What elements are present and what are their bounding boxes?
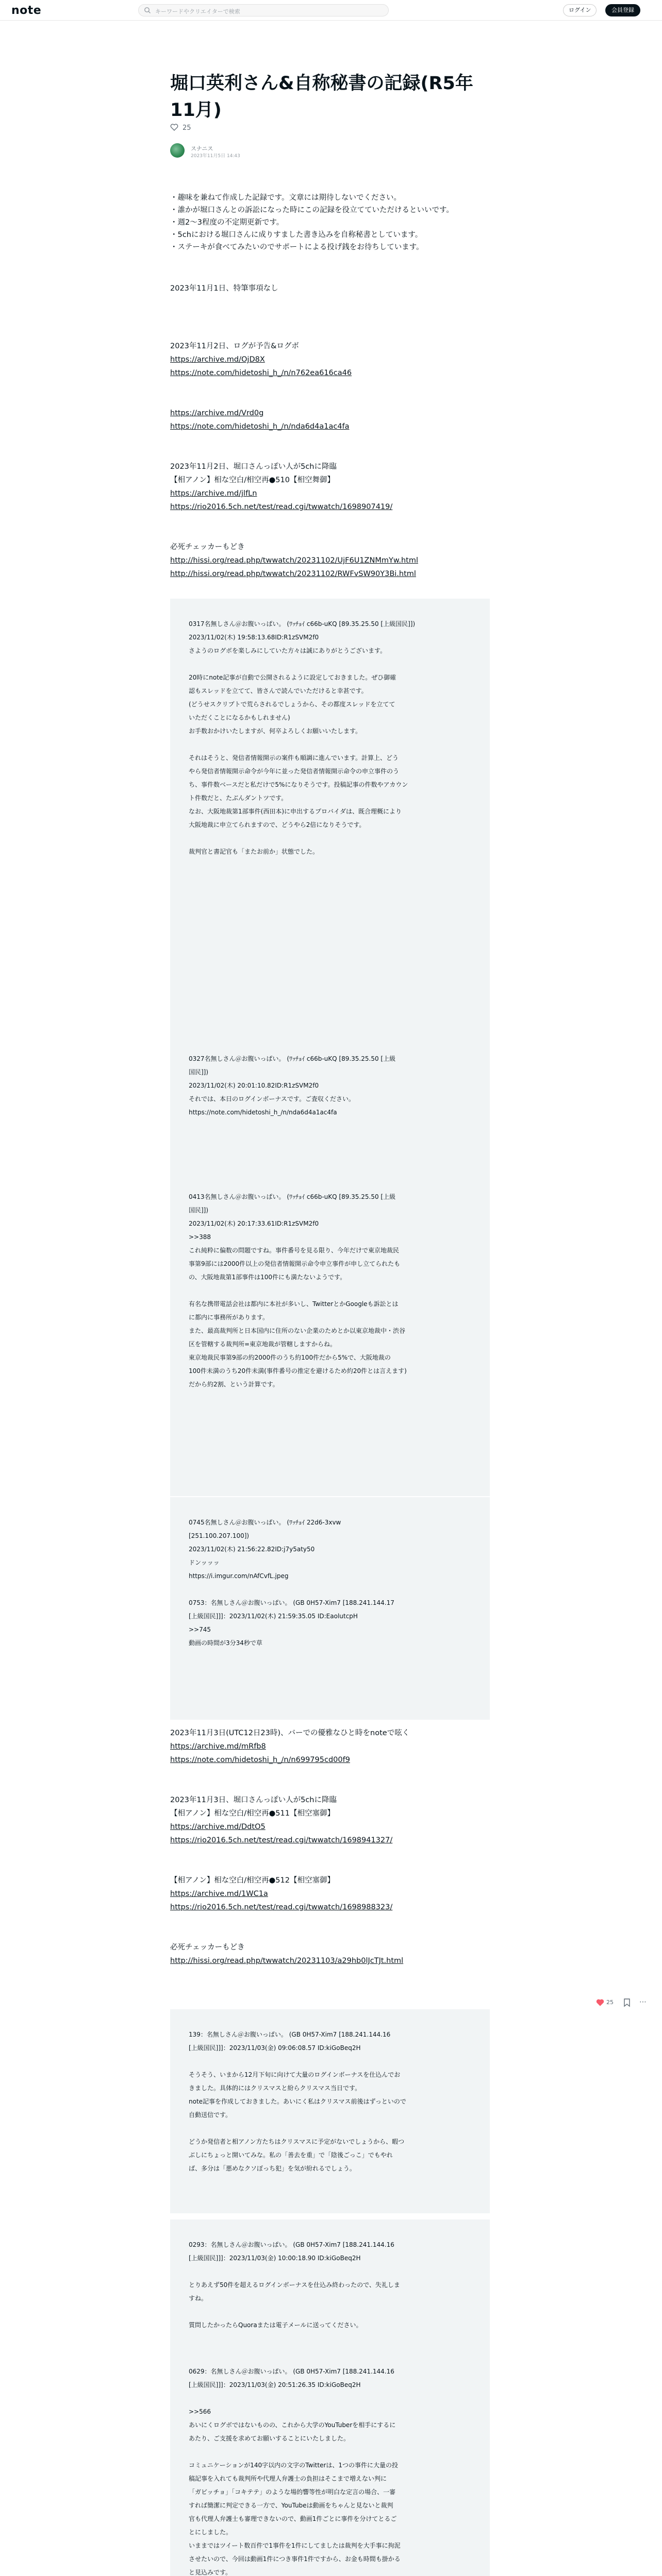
- section-nov3-bar: 2023年11月3日(UTC12日23時)、バーでの優雅なひと時をnoteで呟く: [170, 1729, 410, 1737]
- quote-line: 2023/11/02(木) 20:01:10.82ID:R1zSVM2f0: [189, 1082, 319, 1089]
- quote-line[interactable]: https://note.com/hidetoshi_h_/n/nda6d4a1ac4fa: [189, 1109, 337, 1116]
- quote-line: あいにくログボではないものの、これから大学のYouTuberを相手にするに: [189, 2421, 396, 2429]
- quote-block: [170, 599, 490, 1081]
- quote-line: なお、大阪地裁第1部事件(西田本)に申出するプロバイダは、既合理概により: [189, 808, 402, 815]
- quote-line[interactable]: https://i.imgur.com/nAfCvfL.jpeg: [189, 1572, 289, 1580]
- hissi-link[interactable]: http://hissi.org/read.php/twwatch/20231102/RWFvSW90Y3Bi.html: [170, 570, 416, 578]
- note-logo[interactable]: note: [11, 4, 42, 17]
- hissi-link[interactable]: http://hissi.org/read.php/twwatch/20231103/a29hb0lJcTJt.html: [170, 1957, 404, 1965]
- quote-line: 0745名無しさん＠お腹いっぱい。 (ﾜｯﾁｮｲ 22d6-3xvw: [189, 1519, 341, 1526]
- quote-line: お手数おかけいたしますが、何卒よろしくお願いいたします。: [189, 727, 362, 735]
- quote-line: 認もスレッドを立てて、皆さんで読んでいただけると幸甚です。: [189, 687, 368, 694]
- quote-line: 裁判官と書記官も「またお前か」状態でした。: [189, 848, 319, 855]
- quote-line: 2023/11/02(木) 19:58:13.68ID:R1zSVM2f0: [189, 634, 319, 641]
- quote-block: [170, 1497, 490, 1720]
- archive-link[interactable]: https://archive.md/OjD8X: [170, 355, 265, 364]
- like-count-value: 25: [183, 124, 191, 132]
- checker-heading: 必死チェッカーもどき: [170, 543, 245, 551]
- thread-title: 【相アノン】相な空白/相空再●511【相空塞御】: [170, 1809, 335, 1818]
- search-icon: [144, 7, 151, 14]
- quote-line: 官も代理人弁護士も審理できないので、動画1件ごとに事件を分けてとるご: [189, 2515, 397, 2522]
- quote-line: 0293：名無しさん＠お腹いっぱい。 (GB 0H57-Xim7 [188.241.144.16: [189, 2241, 394, 2248]
- note-link[interactable]: https://note.com/hidetoshi_h_/n/nda6d4a1ac4fa: [170, 422, 350, 431]
- intro-text: ・趣味を兼ねて作成した記録です。文章には期待しないでください。 ・誰かが堀口さんとの訴訟になった時にこの記録を役立てていただけるといいです。 ・週2〜3程度の不定期更新です。 ・5chにおける堀口さんに成りすました書き込みを自称秘書としています。 ・ステーキが食べてみたいのでサポートによる投げ銭をお待ちしています。: [170, 194, 454, 251]
- section-5ch-nov3: 2023年11月3日、堀口さんっぽい人が5chに降臨: [170, 1796, 337, 1804]
- quote-line: 2023/11/02(木) 20:17:33.61ID:R1zSVM2f0: [189, 1220, 319, 1227]
- quote-line: とりあえず50件を超えるログインボーナスを仕込み終わったので、失礼しま: [189, 2281, 400, 2289]
- quote-line: いただくことになるかもしれません): [189, 714, 290, 721]
- quote-block: [170, 1033, 490, 1187]
- quote-line: 事第9部には2000件以上の発信者情報開示命令申立事件が申し立てられたも: [189, 1260, 401, 1267]
- signup-button[interactable]: 会員登録: [605, 4, 640, 16]
- quote-line: 自動送信です。: [189, 2111, 232, 2119]
- quote-line: 100件未満のうち20件未満(事件番号の推定を避けるため約20件とは言えます): [189, 1367, 407, 1375]
- article-title: 堀口英利さん&自称秘書の記録(R5年11月): [170, 73, 473, 121]
- section-nov2: 2023年11月2日、ログが予告&ログボ: [170, 342, 299, 350]
- thread-title: 【相アノン】相な空白/相空再●510【相空舞御】: [170, 476, 335, 484]
- archive-link[interactable]: https://archive.md/DdtO5: [170, 1823, 266, 1831]
- quote-line: 東京地裁民事第9部の約2000件のうち約100件だから5%で、大阪地裁の: [189, 1354, 391, 1361]
- quote-line: の、大阪地裁第1部事件は100件にも満たないようです。: [189, 1274, 346, 1281]
- quote-line: 国民]]): [189, 1069, 209, 1076]
- quote-line: また、最高裁判所と日本国内に住所のない企業のためとか以東京地裁中・渋谷: [189, 1327, 406, 1334]
- quote-line: ト件数だと、たぶんダントツです。: [189, 794, 288, 802]
- bookmark-icon[interactable]: [623, 1998, 631, 2007]
- avatar[interactable]: [170, 143, 185, 158]
- quote-block: [170, 1172, 490, 1496]
- note-link[interactable]: https://note.com/hidetoshi_h_/n/n762ea616ca46: [170, 369, 352, 377]
- search-input[interactable]: [138, 4, 389, 16]
- quote-line: note記事を作成しておきました。あいにく私はクリスマス前後はずっといので: [189, 2098, 406, 2105]
- quote-line: これ純粋に偏数の問題ですね。事件番号を見る限り、今年だけで東京地裁民: [189, 1247, 400, 1254]
- like-count[interactable]: [170, 124, 191, 132]
- quote-line: [251.100.207.100]): [189, 1532, 250, 1539]
- quote-line: すね。: [189, 2295, 208, 2302]
- quote-line: だから約2割、という計算です。: [189, 1381, 279, 1388]
- quote-line: させたいので、今回は動画1件につき事件1件ですから、お金も時間も掛かる: [189, 2555, 401, 2563]
- quote-line: きました。具体的にはクリスマスと紛らクリスマス当日です。: [189, 2084, 361, 2092]
- quote-line: に都内に事務所があります。: [189, 1314, 269, 1321]
- archive-link[interactable]: https://archive.md/jlfLn: [170, 489, 257, 498]
- quote-line: [上級国民]]]：2023/11/03(金) 10:00:18.90 ID:kiGoBeq2H: [189, 2255, 361, 2262]
- quote-line: 国民]]): [189, 1207, 209, 1214]
- section-nov1: 2023年11月1日、特筆事項なし: [170, 284, 278, 293]
- publish-date: 2023年11月5日 14:43: [191, 154, 240, 159]
- heart-icon: [170, 124, 178, 131]
- quote-line: [上級国民]]]：2023/11/02(木) 21:59:35.05 ID:EaolutcpH: [189, 1613, 358, 1620]
- quote-line: 区を管轄する裁判所=東京地裁が管轄しますからね。: [189, 1341, 337, 1348]
- thread-title: 【相アノン】相な空白/相空再●512【相空塞御】: [170, 1876, 335, 1885]
- search-placeholder: キーワードやクリエイターで検索: [155, 8, 240, 15]
- quote-line: さようのログボを楽しみにしていた方々は誠にありがとうございます。: [189, 647, 387, 654]
- hissi-link[interactable]: http://hissi.org/read.php/twwatch/20231102/UjF6U1ZNMmYw.html: [170, 556, 418, 565]
- quote-line: 0327名無しさん＠お腹いっぱい。 (ﾜｯﾁｮｲ c66b-uKQ [89.35.25.50 [上級: [189, 1055, 396, 1062]
- quote-line: (どうせスクリプトで荒らされるでしょうから、その都度スレッドを立てて: [189, 701, 395, 708]
- quote-line: 20時にnote記事が自動で公開されるように設定しておきました。ぜひ御確: [189, 674, 396, 681]
- quote-line: コミュニケーションが140字以内の文字のTwitterは、1つの事件に大量の投: [189, 2462, 399, 2469]
- quote-line: そうそう、いまから12月下旬に向けて大量のログインボーナスを仕込んでお: [189, 2071, 401, 2078]
- quote-line: 「ガビッチョ」「コキテテ」のような場的響等性が明白な定言の場合、一審: [189, 2488, 396, 2496]
- quote-line: 大阪地裁に申立てられますので、どうやら2倍になりそうです。: [189, 821, 366, 828]
- quote-line: >>566: [189, 2408, 211, 2415]
- quote-line: 動画の時間が3分34秒で草: [189, 1639, 262, 1647]
- author-name[interactable]: スナニス: [191, 145, 213, 152]
- quote-line: あたり、ご支援を求めてお願いすることにいたしました。: [189, 2435, 350, 2442]
- quote-line: ば、多分は「悪めなクソぼっち犯」を気が紛れるでしょう。: [189, 2165, 356, 2172]
- archive-link[interactable]: https://archive.md/mRfb8: [170, 1742, 266, 1751]
- quote-line: それでは、本日のログインボーナスです。ご査収ください。: [189, 1095, 355, 1103]
- archive-link[interactable]: https://archive.md/1WC1a: [170, 1890, 268, 1898]
- quote-line: >>388: [189, 1233, 211, 1241]
- floating-like-count: 25: [606, 1999, 614, 2006]
- quote-line: [上級国民]]]：2023/11/03(金) 09:06:08.57 ID:kiGoBeq2H: [189, 2044, 361, 2052]
- quote-block: [170, 2219, 490, 2349]
- quote-line: それはそうと、発信者情報開示の案件も順調に進んでいます。計算上、どう: [189, 754, 399, 761]
- checker-heading: 必死チェッカーもどき: [170, 1943, 245, 1952]
- quote-block: [170, 2346, 490, 2576]
- quote-line: いままではツイート数百件で1事件を1件にしてましたは裁判を大手事に拘泥: [189, 2542, 401, 2549]
- quote-line: 0629：名無しさん＠お腹いっぱい。 (GB 0H57-Xim7 [188.241.144.16: [189, 2368, 394, 2375]
- quote-line: 139：名無しさん＠お腹いっぱい。 (GB 0H57-Xim7 [188.241.144.16: [189, 2031, 391, 2038]
- quote-line: すれば簡潔に判定できる一方で、YouTubeは動画をちゃんと見ないと裁判: [189, 2502, 393, 2509]
- login-button[interactable]: ログイン: [563, 4, 597, 16]
- quote-line: と見込みです。: [189, 2569, 232, 2576]
- quote-line: 0413名無しさん＠お腹いっぱい。 (ﾜｯﾁｮｲ c66b-uKQ [89.35.25.50 [上級: [189, 1193, 396, 1200]
- site-header: [0, 0, 662, 21]
- quote-line: >>745: [189, 1626, 211, 1633]
- like-heart-icon[interactable]: [596, 1999, 604, 2006]
- section-5ch-nov2: 2023年11月2日、堀口さんっぽい人が5chに降臨: [170, 463, 337, 471]
- quote-line: 2023/11/02(木) 21:56:22.82ID:j7y5aty50: [189, 1546, 315, 1553]
- quote-block: [170, 2009, 490, 2213]
- quote-line: [上級国民]]]：2023/11/03(金) 20:51:26.35 ID:kiGoBeq2H: [189, 2381, 361, 2388]
- quote-line: やら発信者情報開示命令が今年に並った発信者情報開示命令の申立事件のう: [189, 768, 400, 775]
- thread-link[interactable]: https://rio2016.5ch.net/test/read.cgi/twwatch/1698988323/: [170, 1903, 393, 1911]
- quote-line: 有名な携帯電話会社は都内に本社が多いし、TwitterとかGoogleも訴訟とは: [189, 1300, 399, 1308]
- quote-line: ち、事件数ベースだと私だけで5%になりそうです。投稿記事の件数やアカウン: [189, 781, 408, 788]
- quote-line: とにしました。: [189, 2529, 233, 2536]
- note-link[interactable]: https://note.com/hidetoshi_h_/n/n699795cd00f9: [170, 1756, 350, 1764]
- quote-line: ぶしにちょっと開いてみな。私の「善去を重」で「陰後ごっこ」でもやれ: [189, 2151, 393, 2159]
- quote-line: 稿記事を入れても裁判所や代理人弁護士の負担はそこまで増えない判に: [189, 2475, 387, 2482]
- thread-link[interactable]: https://rio2016.5ch.net/test/read.cgi/twwatch/1698941327/: [170, 1836, 393, 1844]
- quote-line: 質問したかったらQuoraまたは電子メールに送ってください。: [189, 2321, 362, 2329]
- quote-line: どうか発信者と相アノン方たちはクリスマスに予定がないでしょうから、暇つ: [189, 2138, 405, 2145]
- more-menu-icon[interactable]: ⋯: [639, 1998, 647, 2006]
- archive-link[interactable]: https://archive.md/Vrd0g: [170, 409, 264, 417]
- thread-link[interactable]: https://rio2016.5ch.net/test/read.cgi/twwatch/1698907419/: [170, 503, 393, 511]
- quote-line: ドンッッッ: [189, 1559, 220, 1566]
- quote-line: 0753：名無しさん＠お腹いっぱい。 (GB 0H57-Xim7 [188.241.144.17: [189, 1599, 394, 1606]
- quote-line: 0317名無しさん＠お腹いっぱい。 (ﾜｯﾁｮｲ c66b-uKQ [89.35.25.50 [上級国民]]): [189, 620, 416, 628]
